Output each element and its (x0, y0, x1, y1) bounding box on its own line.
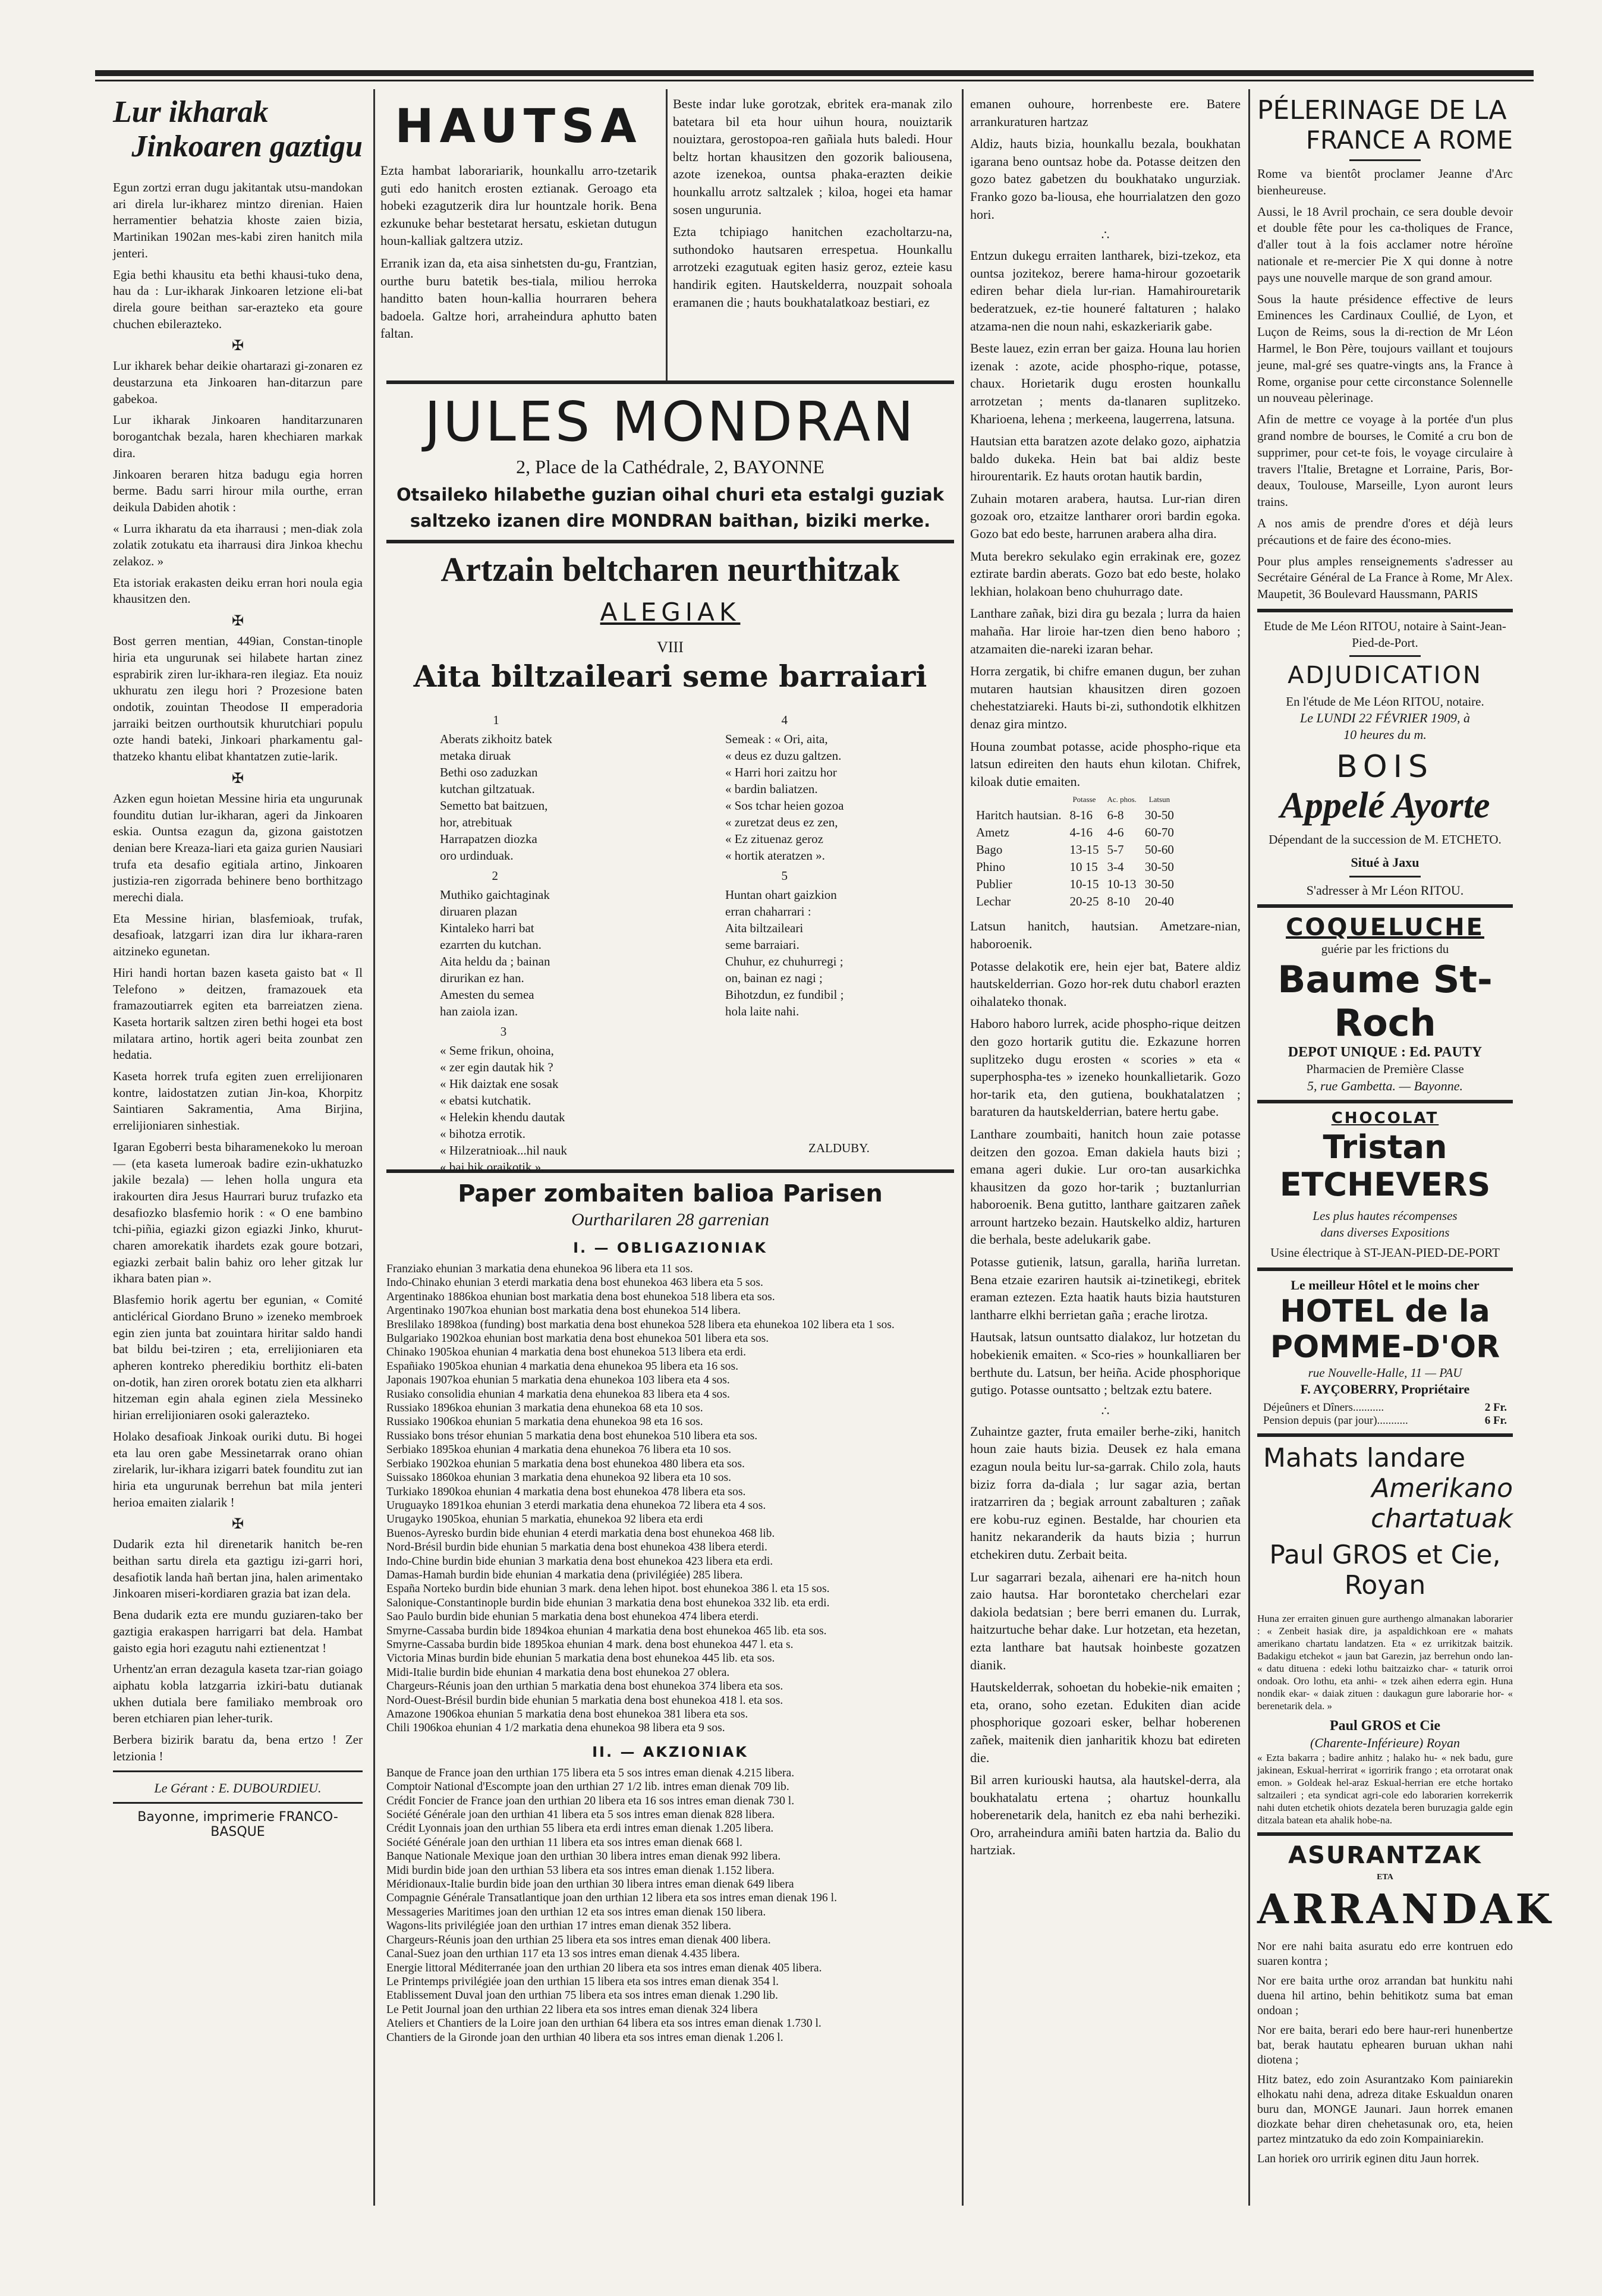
adjudication-title: ADJUDICATION (1288, 661, 1483, 689)
advert-text: saltzeko izanen dire MONDRAN baithan, biziki merke. (410, 511, 931, 531)
list-item: Urugayko 1905koa, ehunian 5 markatia, ehunekoa 92 libera eta erdi (386, 1513, 703, 1526)
table-cell: Phino (976, 860, 1006, 875)
list-item: Suissako 1860koa ehunian 3 markatia dena ehunekoa 92 libera eta 10 sos. (386, 1471, 732, 1484)
list-item: Crédit Foncier de France joan den urthian 20 libera eta 16 sos intres eman dienak 730 l. (386, 1794, 795, 1807)
table-row (976, 807, 1182, 824)
list-item: Banque Nationale Mexique joan den urthian 30 libera intres eman dienak 992 libera. (386, 1850, 781, 1863)
list-item: Banque de France joan den urthian 175 libera eta 5 sos intres eman dienak 4.215 libera. (386, 1766, 795, 1779)
table-cell: 13-15 (1069, 842, 1099, 857)
paragraph: « Lurra ikharatu da eta iharrausi ; men-diak zola zolatik zotukatu eta iharrausi dira Jinkoa khechu zelakoz. » (113, 521, 363, 569)
paulgros-title: Paul GROS et Cie, Royan (1269, 1540, 1501, 1601)
article-lur-ikharak (113, 95, 363, 2218)
poem-body (386, 712, 954, 1174)
paragraph: Lur sagarrari bezala, aihenari ere ha-nitch houn zaio hautsa. Har borontetako cherchelari ezar dakiola bedatsian ; bere berri emanen du. Lurrak, haitzurtuche behar dake. Lur hotzetan, eta hezetan, ezta lanthare bat hautsak hoinbeste gozatzen dianik. (970, 1569, 1241, 1672)
list-item: Breslilako 1898koa (funding) bost markatia dena bost ehunekoa 528 libera eta ehunekoa 102 libera eta 1 sos. (386, 1318, 895, 1331)
divider (1349, 876, 1421, 877)
list-item: Société Générale joan den urthian 41 libera eta 5 sos intres eman dienak 828 libera. (386, 1809, 775, 1822)
section-heading: I. — OBLIGAZIONIAK (573, 1240, 767, 1256)
divider (1257, 1433, 1513, 1437)
paragraph: Bil arren kuriouski hautsa, ala hautskel-derra, ala boukhatalatu ertena ; ohartuz hounkallu hoberenetarik dela, hanitch ez eba nahi berheziki. Oro, arraheindura amiñi baten hartzia da. Balio du hartziak. (970, 1772, 1241, 1858)
list-item: Buenos-Ayresko burdin bide ehunian 4 eterdi markatia dena bost ehunekoa 468 lib. (386, 1527, 775, 1540)
list-item: Smyrne-Cassaba burdin bide 1894koa ehunian 4 markatia dena bost ehunekoa 465 lib. eta sos. (386, 1624, 827, 1637)
article-hautsa-continued (673, 95, 952, 386)
table-row (976, 893, 1182, 910)
poem-stanza: 2 Muthiko gaichtaginak diruaren plazan Kintaleko harri bat ezarrten du kutchan. Aita heldu da ; bainan dirurikan ez han. Amesten du semea han zaiola izan. (440, 869, 550, 1018)
list-item: Turkiako 1890koa ehunian 4 markatia dena bost ehunekoa 478 libera eta sos. (386, 1485, 746, 1498)
coqueluche-ad: COQUELUCHE guérie par les frictions du Baume St-Roch DEPOT UNIQUE : Ed. PAUTY Pharmacien de Première Classe 5, rue Gambetta. — Bayonne. (1257, 914, 1513, 1094)
list-item: Midi burdin bide joan den urthian 53 libera eta sos intres eman dienak 1.152 libera. (386, 1864, 775, 1877)
pelerinage-title: FRANCE A ROME (1305, 125, 1513, 155)
paragraph: Potasse gutienik, latsun, garalla, hariña lurretan. Bena etzaie ezariren hautsik ai-tzinetikegi, ebritek eraman eztezen. Ezta haatik hauts bizia hautsturen lantharre elkhi berrietan gaña ; erache lirotza. (970, 1254, 1241, 1322)
section-heading: II. — AKZIONIAK (592, 1743, 748, 1760)
table-cell: Lechar (976, 894, 1011, 909)
poem-subtitle: ALEGIAK (600, 597, 741, 627)
list-item: Chinako 1905koa ehunian 4 markatia dena bost ehunekoa 513 libera eta erdi. (386, 1346, 747, 1359)
table-cell: 8-10 (1107, 894, 1130, 909)
paragraph: Beste lauez, ezin erran ber gaiza. Houna lau horien izenak : azote, acide phospho-rique, potasse, chaux. Horietarik dugu erosten hounkallu arrotzetan ; ments da-tlanaren suplitzeko. Kharioena, lehena ; merkeena, laugerrena, latsuna. (970, 341, 1241, 426)
table-cell: Haritch hautsian. (976, 808, 1062, 823)
table-cell: 10-15 (1069, 877, 1099, 892)
paragraph: Pour plus amples renseignements s'adresser au Secrétaire Général de La France à Rome, Mr Alex. Maupetit, 36 Boulevard Haussmann, PARIS (1257, 553, 1513, 602)
list-item: Le Petit Journal joan den urthian 22 libera eta sos intres eman dienak 324 libera (386, 2003, 758, 2016)
list-item: Japonais 1907koa ehunian 5 markatia dena ehunekoa 103 libera eta 4 sos. (386, 1374, 730, 1387)
paragraph: Blasfemio horik agertu ber egunian, « Comité anticlérical Giordano Bruno » izeneko membroek egin zien junta bat zouintara hiritar saldo handi bat bildu bei-tziren ; eta, errelijioniaren eta apheren kontreko pheredikiu borthitz eli-baten on-dotik, han ziren ororek botatu zien eta alkharri hitzeman egin ahala eginen ziela Messineko hirian errelijioniaren osoki galerazteko. (113, 1292, 363, 1423)
table-row (976, 858, 1182, 876)
column-separator (666, 89, 668, 380)
appele-title: Appelé Ayorte (1280, 785, 1490, 826)
table-cell: 30-50 (1144, 808, 1174, 823)
paper-subtitle: Ourtharilaren 28 garrenian (571, 1210, 769, 1229)
list-item: Chili 1906koa ehunian 4 1/2 markatia dena ehunekoa 98 libera eta 9 sos. (386, 1722, 725, 1735)
divider (1349, 159, 1421, 161)
poem-stanza: 4 Semeak : « Ori, aita, « deus ez duzu galtzen. « Harri hori zaitzu hor « bardin baliatzen. « Sos tchar heien gozoa « zuretzat deus ez zen, « Ez zituenaz geroz « hortik ateratzen ». (725, 713, 844, 863)
top-rule (95, 70, 1534, 76)
list-item: Sao Paulo burdin bide ehunian 5 markatia dena bost ehunekoa 474 libera eterdi. (386, 1611, 759, 1624)
list-item: Wagons-lits privilégiée joan den urthian 17 intres eman dienak 352 libera. (386, 1920, 732, 1933)
table-cell: 10 15 (1069, 860, 1098, 875)
table-cell: 20-25 (1069, 894, 1099, 909)
list-item: Argentinako 1907koa ehunian bost markatia dena bost ehunekoa 514 libera. (386, 1304, 741, 1317)
paragraph: Egun zortzi erran dugu jakitantak utsu-mandokan ari direla lur-ikharez mintzo direnian. Haien herramentier behatzia khoste zaien bizia, Martinikan 1902an mes-kabi ziren hanitch mila jenteri. (113, 180, 363, 260)
paragraph: Haboro haboro lurrek, acide phospho-rique deitzen den gozo hortarik gutitu die. Ezkazune horren suplitzeko dugu erosten « scories » eta « superphospha-tes » izeneko hounkallietarik. Gozo hor-tarik eta, den gutiena, boukhatalatzen ; baraturen da hautskelderrian, batere hertu gabe. (970, 1016, 1241, 1119)
etude: Etude de Me Léon RITOU, notaire à Saint-Jean-Pied-de-Port. (1264, 618, 1506, 650)
hotel-ad: Le meilleur Hôtel et le moins cher HOTEL de la POMME-D'OR rue Nouvelle-Halle, 11 — PAU F. AYÇOBERRY, Propriétaire Déjeûners et Dîners........... 2 Fr. Pension depuis (par jour)........... 6 Fr. (1257, 1277, 1513, 1427)
list-item: Nord-Brésil burdin bide ehunian 5 markatia dena bost ehunekoa 438 libera eterdi. (386, 1541, 767, 1554)
list-item: Russiako 1906koa ehunian 5 markatia dena ehunekoa 98 eta 16 sos. (386, 1416, 703, 1429)
mahats-ad: Mahats landare Amerikano chartatuak Paul GROS et Cie, Royan Huna zer erraiten ginuen gure aurthengo almanakan laborarier : « Zenbeit hasiak dire, ja aspaldichkoan ere « mahats amerikano chartatu landatzen. Eta « ez urrikitzak baitzik. Badakigu etchekot « jaun bat Garezin, jaz berrehun ondo lan- « datu dituena : edeki lothu baitzaizko char- « taturik orroi ondoak. Oro lothu, eta anhi- « tzek aihen ederra egin. Huna nondik ekar- « daiak zituen : daukagun gure laborarie hor- « berenetarik dela. » Paul GROS et Cie (Charente-Inférieure) Royan « Ezta bakarra ; badire anhitz ; halako hu- « nek badu, gure jakinean, Eskual-herrirat « igorririk frango ; eta orrotarat onak emon. » Goldeak hel-araz Eskual-herrian ere etche hortako saltzaileri ; eta syndicat agri-cole edo laborarien korrekerrik nahi duten etchetik ohiots dezatela beren buruzagia galde egin ditzala batean eta ahalik hobe-na. (1257, 1443, 1513, 1826)
advert-text: Otsaileko hilabethe guzian oihal churi eta estalgi guziak (396, 485, 945, 505)
separator-dots: ∴ (1101, 1403, 1110, 1419)
paragraph: Hiri handi hortan bazen kaseta gaisto bat « Il Telefono » deitzen, framazouek eta framazoutiarrek egiten eta barreiatzen ziena. Kaseta hortarik saltzen ziren bethi hogei eta bost milatara artino, hortik ageri beita zounbat zen hedatia. (113, 965, 363, 1062)
table-row (976, 824, 1182, 841)
middle-block (386, 380, 954, 2212)
paragraph: Hautsian etta baratzen azote delako gozo, aiphatzia baldo dukeka. Hein bat bai aldiz beste hirourentarik. Ez hauts orotan hautik bardin, (970, 433, 1241, 484)
paragraph: Kaseta horrek trufa egiten zuen errelijionaren kontre, laidostatzen zutian Jin-koa, Khorpitz Saintiaren Sakramentia, Ama Birjina, errelijioniaren sinhestiak. (113, 1069, 363, 1133)
paragraph: Holako desafioak Jinkoak ouriki dutu. Bi hogei eta lau oren gabe Messinetarrak orano ohian zirelarik, lur-ikhara izigarri batek founditu zut ian hiria eta ungurunak berrehun bat mila jenteri herioa emaiten zialarik ! (113, 1429, 363, 1509)
paragraph: Lur ikharak Jinkoaren handitarzunaren borogantchak bezala, haren khechiaren markak dira. (113, 413, 363, 460)
table-cell: 8-16 (1069, 808, 1093, 823)
paragraph: Aussi, le 18 Avril prochain, ce sera double devoir et double fête pour les ca-tholiques de France, d'aller tout à la fois acclamer notre héroïne nationale et re-mercier Pie X qui donne à notre pays une nouvelle marque de son grand amour. (1257, 204, 1513, 285)
prices-table (976, 795, 1182, 910)
list-item: Energie littoral Méditerranée joan den urthian 20 libera eta sos intres eman dienak 405 libera. (386, 1961, 822, 1974)
table-row (976, 841, 1182, 858)
article-hautsa-col4 (970, 95, 1241, 2218)
paragraph: Lanthare zoumbaiti, hanitch houn zaie potasse deitzen den gozoa. Eman dakiela hauts bizi ; emana ageri dukie. Lur oro-tan ausarkichka khausitzen da gozo hor-tarik ; buztanlurrian haboroenik. Bena gutitto, lanthare gaitzaren zañek arrount hartzeko bezain. Hautskelko aldiz, harturen die berhala, beste adelukarik gabe. (970, 1126, 1241, 1247)
list-item: Salonique-Constantinople burdin bide ehunian 3 markatia dena bost ehunekoa 332 lib. eta erdi. (386, 1596, 830, 1609)
list-item: Serbiako 1895koa ehunian 4 markatia dena ehunekoa 76 libera eta 10 sos. (386, 1443, 732, 1457)
paragraph: Egia bethi khausitu eta bethi khausi-tuko dena, hau da : Lur-ikharak Jinkoaren letzione eli-bat direla goure beithan sar-erazteko eta goure chuchen ebilerazteko. (113, 267, 363, 331)
paragraph: Azken egun hoietan Messine hiria eta ungurunak founditu dutian lur-ikharan, ageri da Jinkoaren eskia. Ountsa ezagun da, gizona gaistotzen denian bere Kreaza-liari eta gaiza gurien Nausiari trufa eta desafio egitiala artino, Jinkoaren justizia-ren zigorrada behinere beno borthitzago merechi diala. (113, 791, 363, 905)
paragraph: A nos amis de prendre d'ores et déjà leurs précautions et de faire des écono-mies. (1257, 515, 1513, 547)
paragraph: Potasse delakotik ere, hein ejer bat, Batere aldiz hautskelderrian. Gozo hor-rek dutu chaborl erazten oihalateko thonak. (970, 958, 1241, 1009)
paragraph: Entzun dukegu erraiten lantharek, bizi-tzekoz, eta ountsa jozitekoz, berere hama-hirour gozoetarik ediren behar diela lur-rian. Hamahirouretarik bederatzuek, ez-tie houneré faltaturen ; halako atzama-nen die noun nahi, eskazkeriarik gabe. (970, 248, 1241, 334)
divider (1257, 609, 1513, 612)
separator-cross-icon: ✠ (231, 338, 244, 354)
paragraph: Dudarik ezta hil direnetarik hanitch be-ren beithan sartu direla eta gaztigu izi-garri hori, desafiotik landa hañ bertan jina, halen arimentako Jinkoaren miseri-kordiaren grazia bat izan dela. (113, 1537, 363, 1601)
mahats-title: Mahats landare (1263, 1443, 1466, 1474)
list-item: Ateliers et Chantiers de la Loire joan den urthian 64 libera eta sos intres eman dienak 1.730 l. (386, 2017, 822, 2030)
column-separator (962, 89, 964, 2206)
paragraph: Ezta tchipiago hanitchen ezacholtarzu-na, suthondoko hautsaren errespetua. Hounkallu arrotzeki ezagutuak egiten hasiz geroz, ezteie kasu handirik egiten. Hautskelderra, nouzpait sohoala eramanen die ; hauts boukhatalatkoaz bestiari, ez (673, 224, 952, 310)
table-cell: 10-13 (1107, 877, 1137, 892)
poem-title: Aita biltzaileari seme barraiari (413, 659, 927, 694)
divider (113, 1770, 363, 1772)
divider (1257, 904, 1513, 908)
list-item: Nord-Ouest-Brésil burdin bide ehunian 5 markatia dena bost ehunekoa 418 l. eta sos. (386, 1694, 783, 1707)
table-cell: Publier (976, 877, 1012, 892)
list-item: Canal-Suez joan den urthian 117 eta 13 sos intres eman dienak 4.435 libera. (386, 1948, 740, 1961)
poem-stanza: 3 « Seme frikun, ohoina, « zer egin dautak hik ? « Hik daiztak ene sosak « ebatsi kutchatik. « Helekin khendu dautak « bihotza errotik. « Hilzeratnioak...hil nauk « bai hik oraikotik ». (440, 1024, 568, 1174)
chocolat-ad: CHOCOLAT Tristan ETCHEVERS Les plus hautes récompenses dans diverses Expositions Usine électrique à ST-JEAN-PIED-DE-PORT (1257, 1109, 1513, 1261)
advert-address: 2, Place de la Cathédrale, 2, BAYONNE (516, 456, 824, 477)
list-item: Comptoir National d'Escompte joan den urthian 27 1/2 lib. intres eman dienak 709 lib. (386, 1781, 789, 1794)
list-item: Crédit Lyonnais joan den urthian 55 libera eta erdi intres eman dienak 1.205 libera. (386, 1822, 774, 1835)
divider (113, 1802, 363, 1804)
paragraph: Eta Messine hirian, blasfemioak, trufak, desafioak, latzgarri izan dira lur ikhara-raren aitzineko egunetan. (113, 911, 363, 959)
list-item: Midi-Italie burdin bide ehunian 4 markatia dena bost ehunekoa 27 oblera. (386, 1666, 730, 1679)
actions-list (386, 1766, 954, 2045)
list-item: Amazone 1906koa ehunian 5 markatia dena bost ehunekoa 381 libera eta sos. (386, 1708, 748, 1721)
poem-stanza: 1 Aberats zikhoitz batek metaka diruak Bethi oso zaduzkan kutchan giltzatuak. Semetto bat baitzuen, hor, atrebituak Harrapatzen diozka oro urdinduak. (440, 713, 552, 863)
list-item: Société Générale joan den urthian 11 libera eta sos intres eman dienak 668 l. (386, 1836, 742, 1849)
divider (1257, 1100, 1513, 1103)
paragraph: Afin de mettre ce voyage à la portée d'un plus grand nombre de bourses, le Comité a cru bon de supprimer, pour cet-te fois, le voyage circulaire à travers l'Italie, Bretagne et Lorraine, Paris, Bor-deaux, Toulouse, Marseille, Lyon auront leurs trains. (1257, 412, 1513, 509)
table-cell: 50-60 (1144, 842, 1174, 857)
paragraph: Sous la haute présidence effective de leurs Eminences les Cardinaux Coullié, de Lyon, et Luçon de Reims, sous la di-rection de Mr Léon Harmel, le Bon Père, toujours vaillant et toujours jeune, mal-gré ses quatre-vingts ans, la France à Rome, organise pour cette circonstance Solennelle un nouveau pèlerinage. (1257, 291, 1513, 405)
paragraph: Beste indar luke gorotzak, ebritek era-manak zilo batetara bil eta hour uihun houra, nouiztarik nouiztara, gerostopoa-ren gañiala huts baledi. Hour beltz hortan khausitzen den gozorik baliousena, azote izenekoa, ountsa phaka-erazten deikie hounkallu arrotz saltzalek ; kiloa, hogei eta hamar sosen ungurunia. (673, 96, 952, 217)
list-item: Smyrne-Cassaba burdin bide 1895koa ehunian 4 mark. dena bost ehunekoa 447 l. eta s. (386, 1638, 794, 1651)
table-cell: Bago (976, 842, 1003, 857)
asurantzak-title: ASURANTZAK (1288, 1841, 1482, 1869)
table-cell: 20-40 (1144, 894, 1174, 909)
poem-number: VIII (657, 639, 684, 656)
list-item: Russiako bons trésor ehunian 5 markatia dena bost ehunekoa 510 libera eta sos. (386, 1429, 758, 1442)
list-item: Damas-Hamah burdin bide ehunian 4 markatia dena (privilégiée) 285 libera. (386, 1568, 743, 1581)
paragraph: Berbera bizirik baratu da, bena ertzo ! Zer letzionia ! (113, 1732, 363, 1763)
paragraph: Bost gerren mentian, 449ian, Constan-tinople hiria eta ungurunak sei hilabete hartan zinez esprabirik ziren lur-ikhara-ren ilegiaz. Eta nouiz ukhuratu zen ilegu hori ? Prozesione baten ondotik, zouintan Theodose II emperadoria jarraiki beitzen ourthoutsik khurutchiari populu ozte handi bateki, Jinkoari pharkamentu gal-thatzeko khantu elibat khantatzen zutie-larik. (113, 634, 363, 764)
list-item: Victoria Minas burdin bide ehunian 5 markatia dena bost ehunekoa 445 lib. eta sos. (386, 1652, 775, 1665)
baume-title: Baume St-Roch (1277, 958, 1493, 1045)
hotel-title: HOTEL de la POMME-D'OR (1270, 1293, 1500, 1365)
separator-dots: ∴ (1101, 228, 1110, 243)
table-cell: 4-6 (1107, 825, 1124, 840)
arrandak-title: ARRANDAK (1257, 1885, 1554, 1933)
bois-title: BOIS (1336, 748, 1434, 785)
table-cell: 3-4 (1107, 860, 1124, 875)
poem-section-title: Artzain beltcharen neurthitzak (440, 550, 900, 589)
list-item: Indo-Chinako ehunian 3 eterdi markatia dena bost ehunekoa 463 libera eta 5 sos. (386, 1276, 763, 1289)
paragraph: Rome va bientôt proclamer Jeanne d'Arc bienheureuse. (1257, 166, 1513, 197)
asurantzak-ad: ASURANTZAK ETA ARRANDAK Nor ere nahi baita asuratu edo erre kontruen edo suaren kontra ; Nor ere baita urthe oroz arrandan bat hunkitu nahi duena hil artino, behin behitikotz suma bat eman ondoan ; Nor ere baita, berari edo bere haur-reri hunenbertze bat, berak hautatu ephearen buruan ukhan nahi diotena ; Hitz batez, edo zoin Asurantzako Kom painiarekin elhokatu nahi dena, adreza ditake Eskualdun onaren buru dan, MONGE Jaunari. Jaun horrek emanen diozkate behar diren chehetasunak oro, eta, heien partez mintzatuko da edo zoin Kompainiarekin. Lan horiek oro urririk eginen ditu Jaun horrek. (1257, 1841, 1554, 2165)
paragraph: Erranik izan da, eta aisa sinhetsten du-gu, Frantzian, ourthe buru batetik bes-tiala, miliou herroka handitto baten houn-kallia hourraren behera badoela. Galtze hori, arraheindura aphutto baten faltan. (380, 255, 657, 341)
column-separator (1248, 89, 1250, 2206)
advert-title: JULES MONDRAN (424, 390, 916, 454)
list-item: Le Printemps privilégiée joan den urthian 15 libera eta sos intres eman dienak 354 l. (386, 1975, 779, 1988)
list-item: Rusiako consolidia ehunian 4 markatia dena ehunekoa 83 libera eta 4 sos. (386, 1388, 730, 1401)
paragraph: Jinkoaren beraren hitza badugu egia horren berme. Badu sarri hirour mila ourthe, erran deikula Dabiden ahotik : (113, 467, 363, 514)
paragraph: Houna zoumbat potasse, acide phospho-rique eta latsun edireiten den hauts ehun kilotan. Chifrek, kiloak dutie emaiten. (970, 738, 1241, 789)
pelerinage-title: PÉLERINAGE DE LA (1257, 95, 1507, 125)
divider (1257, 1832, 1513, 1836)
paragraph: Latsun hanitch, hautsian. Ametzare-nian, haboroenik. (970, 919, 1241, 951)
table-header-row: Potasse Ac. phos. Latsun (1072, 795, 1170, 804)
column-separator (373, 89, 375, 2206)
divider (1349, 655, 1421, 657)
table-cell: 60-70 (1144, 825, 1174, 840)
list-item: Chargeurs-Réunis joan den urthian 5 markatia dena bost ehunekoa 374 libera eta sos. (386, 1680, 783, 1693)
paragraph: Lanthare zañak, bizi dira gu bezala ; lurra da haien mahaña. Har liroie har-tzen dien beno haboro ; atzamaiten die-nareki izaran behar. (970, 606, 1241, 656)
table-cell: 4-16 (1069, 825, 1093, 840)
imprimerie: Bayonne, imprimerie FRANCO-BASQUE (137, 1810, 338, 1840)
paragraph: Muta berekro sekulako egin errakinak ere, gozez eztirate bardin aberats. Gozo bat edo beste, holako lekhian, holakoan beno chuhurrago date. (970, 548, 1241, 599)
adjudication-ad: Etude de Me Léon RITOU, notaire à Saint-Jean-Pied-de-Port. ADJUDICATION En l'étude de Me Léon RITOU, notaire. Le LUNDI 22 FÉVRIER 1909, à 10 heures du m. BOIS Appelé Ayorte Dépendant de la succession de M. ETCHETO. Situé à Jaxu S'adresser à Mr Léon RITOU. (1257, 618, 1513, 898)
poem-author: ZALDUBY. (808, 1141, 870, 1155)
separator-cross-icon: ✠ (231, 770, 244, 787)
paragraph: Horra zergatik, bi chifre emanen dugun, ber zuhan mutaren hautsian khausitzen diren gozoen chehestatziareki. Hauts bi-zi, suthondotik elkhitzen denaz gira mintzo. (970, 663, 1241, 731)
list-item: Etablissement Duval joan den urthian 75 libera eta sos intres eman dienak 1.290 lib. (386, 1989, 778, 2002)
amerikano-title: Amerikano chartatuak (1371, 1473, 1513, 1534)
coqueluche-title: COQUELUCHE (1286, 914, 1484, 942)
paragraph: Aldiz, hauts bizia, hounkallu bezala, boukhatan igarana beno ountsaz hobe da. Potasse deitzen den gozo batez gabetzen du boukhatako ungurziak. Franko gozo ba-liousa, ehe hourrialatzen den gozo hori. (970, 136, 1241, 222)
list-item: Argentinako 1886koa ehunian bost markatia dena bost ehunekoa 518 libera eta sos. (386, 1290, 775, 1303)
paragraph: Lur ikharek behar deikie ohartarazi gi-zonaren ez deustarzuna eta Jinkoaren han-ditarzun pare gabekoa. (113, 358, 363, 406)
article-title: HAUTSA (395, 100, 643, 153)
divider (1257, 1267, 1513, 1271)
paragraph: Urhentz'an erran dezagula kaseta tzar-rian goiago aiphatu kobla latzgarria izkiri-batu dutianak ukhen dutiala bere familiako membroak oro beren etchiaren pian leher-turik. (113, 1662, 363, 1726)
paragraph: Zuhaintze gazter, fruta emailer berhe-ziki, hanitch houn zaie hauts bizia. Deusek ez hala emana ezagun noula beitu lur-sa-garrak. Chilo zola, hauts biziz forra da-diala ; lur sagar azia, bertan iratzarriren da ; begiak arrount zabalturen ; zañak ere kobu-ruz eginen. Bestalde, har chourien eta hanitz nekaranderik da hauts bizia ; hurrun etchekiren dutu. Zerbait beita. (970, 1423, 1241, 1562)
chocolat-title: CHOCOLAT (1331, 1109, 1439, 1128)
paragraph: Hautskelderrak, sohoetan du hobekie-nik emaiten ; eta, orano, soho ezetan. Edukiten dian acide phosphorique gozoari esker, belhar hoberenen zañek, maitenik dien janharitik khozu bat edireten die. (970, 1679, 1241, 1765)
list-item: Chargeurs-Réunis joan den urthian 25 libera eta sos intres eman dienak 400 libera. (386, 1933, 771, 1946)
paper-title: Paper zombaiten balioa Parisen (458, 1180, 883, 1207)
table-row (976, 876, 1182, 893)
paragraph: Igaran Egoberri besta biharamenekoko lu meroan — (eta kaseta lumeroak badire ezin-ukhatuzko jakile bezala) — lehen holla ungura eta irakourten dira Jesus Haurrari buruz trufazko eta desafiozko blasfemio horik : « O ene bambino tchi-piñia, egiazki gizon egiazki Jinko, khurut-charen amorekatik ihardets ezak goure botzari, egiazki zerbait balin bahiz oro leher gitzak lur ikhara baten pian ». (113, 1139, 363, 1286)
paragraph: Ezta hambat laborariarik, hounkallu arro-tzetarik guti edo hanitch erosten eztianak. Geroago eta hobeki ezagutzerik dira lur hountzale horik. Bena ezkunuke behar bestetarat hersatu, eskietan dutugun houn-kalliak galtzera utziz. (380, 163, 657, 249)
top-rule-thin (95, 80, 1534, 81)
divider (386, 380, 954, 384)
table-cell: 6-8 (1107, 808, 1124, 823)
table-cell: 30-50 (1144, 877, 1174, 892)
table-cell: 5-7 (1107, 842, 1124, 857)
list-item: Indo-Chine burdin bide ehunian 3 markatia dena bost ehunekoa 423 libera eta erdi. (386, 1555, 773, 1568)
obligations-list (386, 1262, 954, 1735)
list-item: Serbiako 1902koa ehunian 5 markatia dena bost ehunekoa 480 libera eta sos. (386, 1457, 745, 1470)
article-hautsa (380, 95, 657, 386)
tristan-title: Tristan ETCHEVERS (1279, 1128, 1491, 1204)
list-item: Franziako ehunian 3 markatia dena ehunekoa 96 libera eta 11 sos. (386, 1263, 693, 1275)
separator-cross-icon: ✠ (231, 1517, 244, 1533)
list-item: Compagnie Générale Transatlantique joan den urthian 12 libera eta sos intres eman dienak 196 l. (386, 1892, 837, 1905)
list-item: Russiako 1896koa ehunian 3 markatia dena ehunekoa 68 eta 10 sos. (386, 1402, 703, 1415)
table-cell: 30-50 (1144, 860, 1174, 875)
paragraph: Bena dudarik ezta ere mundu guziaren-tako ber gaztigia erakaspen harrigarri bat dela. Hambat gaisto egia hori ezagutu nahi eztienentzat ! (113, 1608, 363, 1655)
gerant: Le Gérant : E. DUBOURDIEU. (154, 1781, 322, 1796)
advertisements-column (1257, 95, 1554, 2218)
paragraph: Hautsak, latsun ountsatto dialakoz, lur hotzetan du hobekienik emaiten. « Sco-ries » hounkalliaren ber berthute du. Latsun, ber heiña. Acide phosphorique gutigo. Potasse ountsatto ; beltzak eztu batere. (970, 1329, 1241, 1398)
list-item: España Norteko burdin bide ehunian 3 mark. dena lehen hipot. bost ehunekoa 386 l. eta 15 sos. (386, 1583, 830, 1596)
poem-stanza: 5 Huntan ohart gaizkion erran chaharrari : Aita biltzaileari seme barraiari. Chuhur, ez chuhurregi ; on, bainan ez nagi ; Bihotzdun, ez fundibil ; hola laite nahi. (725, 869, 844, 1018)
list-item: Uruguayko 1891koa ehunian 3 eterdi markatia dena ehunekoa 72 libera eta 4 sos. (386, 1499, 766, 1512)
separator-cross-icon: ✠ (231, 614, 244, 630)
list-item: Bulgariako 1902koa ehunian bost markatia dena bost ehunekoa 501 libera eta sos. (386, 1332, 769, 1345)
table-cell: Ametz (976, 825, 1009, 840)
article-title-line1: Lur ikharak (113, 95, 269, 129)
paragraph: emanen ouhoure, horrenbeste ere. Batere arrankuraturen hartzaz (970, 96, 1241, 129)
article-title-line2: Jinkoaren gaztigu (131, 130, 363, 163)
list-item: Messageries Maritimes joan den urthian 12 eta sos intres eman dienak 150 libera. (386, 1905, 766, 1918)
paragraph: Eta istoriak erakasten deiku erran hori noula egia khausitzen den. (113, 575, 363, 606)
divider (386, 540, 954, 543)
paragraph: Zuhain motaren arabera, hautsa. Lur-rian diren gozoak oro, etzaitze lantharer orori bardin egoka. Gozo bat edo beste, harrunen arabera alha dira. (970, 490, 1241, 542)
list-item: Méridionaux-Italie burdin bide joan den urthian 30 libera intres eman dienak 649 libera (386, 1878, 794, 1891)
list-item: Españiako 1905koa ehunian 4 markatia dena ehunekoa 95 libera eta 16 sos. (386, 1360, 738, 1373)
list-item: Chantiers de la Gironde joan den urthian 40 libera eta sos intres eman dienak 1.206 l. (386, 2031, 783, 2044)
